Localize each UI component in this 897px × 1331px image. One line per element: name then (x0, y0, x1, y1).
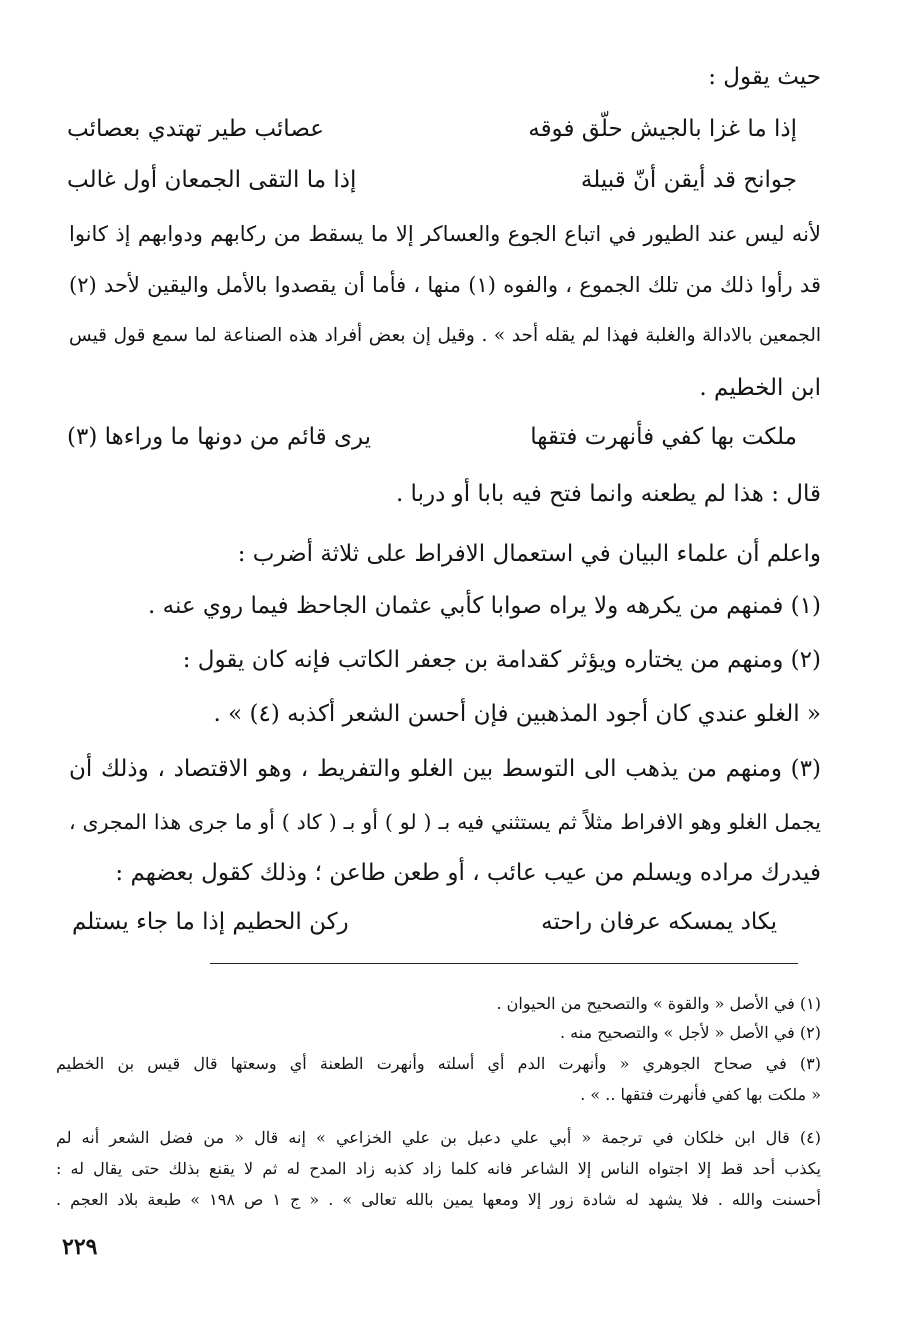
verse-4-second-hemistich: ركن الحطيم إذا ما جاء يستلم (72, 909, 349, 935)
intro-line: حيث يقول : (708, 64, 821, 90)
paragraph-1-line-2: قد رأوا ذلك من تلك الجموع ، والفوه (١) منها ، فأما أن يقصدوا بالأمل واليقين لأحد (٢) (69, 273, 821, 297)
list-item-3-line-1: (٣) ومنهم من يذهب الى التوسط بين الغلو والتفريط ، وهو الاقتصاد ، وذلك أن (69, 756, 821, 782)
paragraph-3: واعلم أن علماء البيان في استعمال الافراط على ثلاثة أضرب : (237, 541, 821, 567)
footnote-4-line-2: يكذب أحد قط إلا اجتواه الناس إلا الشاعر فانه كلما زاد كذبه زاد المدح له ثم لا يقنع بذلك حتى يقال له : (56, 1159, 822, 1178)
footnote-3-line-2: « ملكت بها كفي فأنهرت فتقها .. » . (580, 1085, 821, 1104)
list-item-2: (٢) ومنهم من يختاره ويؤثر كقدامة بن جعفر الكاتب فإنه كان يقول : (182, 647, 821, 673)
verse-3-second-hemistich: يرى قائم من دونها ما وراءها (٣) (67, 424, 372, 450)
verse-2-first-hemistich: جوانح قد أيقن أنّ قبيلة (580, 167, 797, 193)
paragraph-2: قال : هذا لم يطعنه وانما فتح فيه بابا أو دربا . (395, 481, 821, 507)
footnote-4-line-3: أحسنت والله . فلا يشهد له شادة زور إلا ومعها يمين بالله تعالى » . « ج ١ ص ١٩٨ » طبعة بلاد العجم . (56, 1190, 822, 1209)
verse-3-first-hemistich: ملكت بها كفي فأنهرت فتقها (530, 424, 797, 450)
verse-3 (67, 415, 797, 459)
paragraph-1-line-1: لأنه ليس عند الطيور في اتباع الجوع والعساكر إلا ما يسقط من ركابهم ودوابهم إذ كانوا (69, 222, 821, 246)
page-number: ٢٢٩ (62, 1234, 98, 1260)
footnote-divider (210, 963, 798, 964)
verse-2-second-hemistich: إذا ما التقى الجمعان أول غالب (67, 167, 357, 193)
footnote-2: (٢) في الأصل « لأجل » والتصحيح منه . (559, 1023, 821, 1042)
quote-line: « الغلو عندي كان أجود المذهبين فإن أحسن الشعر أكذبه (٤) » . (213, 701, 821, 727)
verse-1 (67, 107, 797, 151)
footnote-4-line-1: (٤) قال ابن خلكان في ترجمة « أبي علي دعبل بن علي الخزاعي » إنه قال « من فضل الشعر أنه لم (56, 1128, 821, 1147)
verse-4 (72, 900, 777, 944)
verse-1-first-hemistich: إذا ما غزا بالجيش حلّق فوقه (528, 116, 797, 142)
verse-4-first-hemistich: يكاد يمسكه عرفان راحته (541, 909, 777, 935)
paragraph-1-line-3: الجمعين بالادالة والغلبة فهذا لم يقله أحد » . وقيل إن بعض أفراد هذه الصناعة لما سمع قول قيس (69, 325, 821, 346)
footnote-3-line-1: (٣) في صحاح الجوهري « وأنهرت الدم أي أسلته وأنهرت الطعنة أي وسعتها قال قيس بن الخطيم (56, 1054, 821, 1073)
list-item-3-line-3: فيدرك مراده ويسلم من عيب عائب ، أو طعن طاعن ؛ وذلك كقول بعضهم : (115, 860, 821, 886)
verse-2 (67, 158, 797, 202)
footnote-1: (١) في الأصل « والقوة » والتصحيح من الحيوان . (496, 994, 821, 1013)
paragraph-1-line-4: ابن الخطيم . (699, 375, 821, 401)
list-item-3-line-2: يجمل الغلو وهو الافراط مثلاً ثم يستثني فيه بـ ( لو ) أو بـ ( كاد ) أو ما جرى هذا المجرى ، (69, 810, 821, 834)
verse-1-second-hemistich: عصائب طير تهتدي بعصائب (67, 116, 324, 142)
list-item-1: (١) فمنهم من يكرهه ولا يراه صوابا كأبي عثمان الجاحظ فيما روي عنه . (147, 593, 821, 619)
